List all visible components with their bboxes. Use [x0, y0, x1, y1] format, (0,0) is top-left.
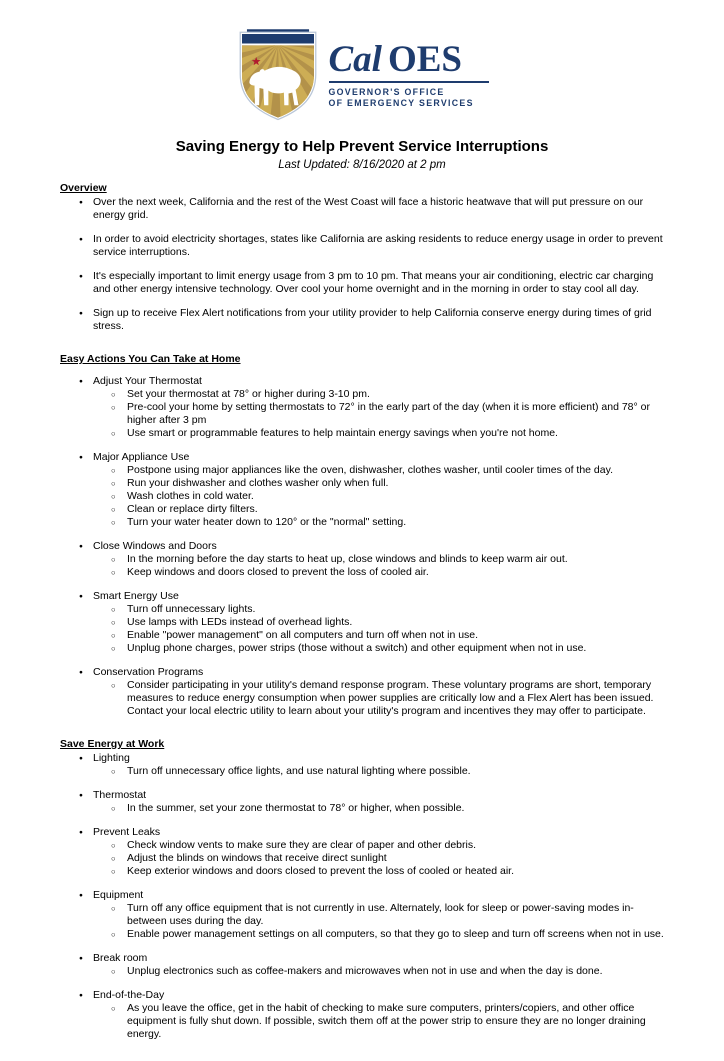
sub-bullet-item	[109, 503, 664, 516]
brand-name	[329, 41, 489, 79]
bullet-disc-marker: ●	[79, 593, 83, 600]
sub-bullet-text: Enable "power management" on all computers and turn off when not in use.	[127, 629, 479, 641]
bullet-disc-marker: ●	[79, 236, 83, 243]
bullet-disc-marker: ●	[79, 543, 83, 550]
sub-bullet-text: Unplug phone charges, power strips (those without a switch) and other equipment when not in use.	[127, 642, 587, 654]
cal-oes-logo	[60, 28, 664, 122]
bullet-disc-marker: ●	[79, 310, 83, 317]
bullet-text: Sign up to receive Flex Alert notifications from your utility provider to help California conserve energy during times of grid stress.	[93, 307, 652, 332]
brand-oes: OES	[387, 39, 463, 80]
bullet-item	[78, 989, 664, 1041]
sub-bullet-item	[109, 566, 664, 579]
cal-oes-shield-icon	[236, 28, 320, 122]
bullet-text: Close Windows and Doors	[93, 540, 217, 552]
bullet-body	[93, 270, 664, 296]
bullet-text: End-of-the-Day	[93, 989, 165, 1001]
bullet-disc-marker: ●	[79, 669, 83, 676]
bullet-text: Thermostat	[93, 789, 147, 801]
bullet-circle-marker: ○	[111, 967, 116, 976]
sub-bullet-item	[109, 516, 664, 529]
bullet-circle-marker: ○	[111, 854, 116, 863]
sub-bullet-item	[109, 679, 664, 718]
sub-bullet-text: Turn off unnecessary lights.	[127, 603, 256, 615]
sub-bullet-text: Keep exterior windows and doors closed to prevent the loss of cooled or heated air.	[127, 865, 514, 877]
bullet-circle-marker: ○	[111, 568, 116, 577]
sub-bullet-item	[109, 839, 664, 852]
document-sections	[60, 182, 664, 1041]
sub-bullet-item	[109, 965, 664, 978]
bullet-text: Break room	[93, 952, 148, 964]
bullet-text: Over the next week, California and the rest of the West Coast will face a historic heatwave that will put pressure on our energy grid.	[93, 196, 644, 221]
sub-bullet-text: Postpone using major appliances like the oven, dishwasher, clothes washer, until cooler times of the day.	[127, 464, 613, 476]
bullet-circle-marker: ○	[111, 492, 116, 501]
bullet-circle-marker: ○	[111, 403, 116, 412]
bullet-circle-marker: ○	[111, 644, 116, 653]
sub-bullet-text: Adjust the blinds on windows that receive direct sunlight	[127, 852, 387, 864]
bullet-disc-marker: ●	[79, 454, 83, 461]
sub-bullet-text: Pre-cool your home by setting thermostats to 72° in the early part of the day (when it is more efficient) and 78° or higher after 3 pm	[127, 401, 650, 426]
bullet-item	[78, 270, 664, 296]
bullet-body	[93, 789, 664, 815]
bullet-text: Conservation Programs	[93, 666, 204, 678]
bullet-item	[78, 752, 664, 778]
org-name-line2: OF EMERGENCY SERVICES	[328, 98, 474, 108]
sub-bullet-item	[109, 553, 664, 566]
bullet-body	[93, 826, 664, 878]
bullet-disc-marker: ●	[79, 992, 83, 999]
sub-bullet-text: Run your dishwasher and clothes washer only when full.	[127, 477, 389, 489]
sub-bullet-text: Clean or replace dirty filters.	[127, 503, 258, 515]
sub-bullet-item	[109, 1002, 664, 1041]
section-heading: Easy Actions You Can Take at Home	[60, 353, 241, 365]
sub-bullet-item	[109, 765, 664, 778]
bullet-item	[78, 889, 664, 941]
brand-cal: Cal	[328, 39, 382, 80]
sub-bullet-text: Turn your water heater down to 120° or the "normal" setting.	[127, 516, 407, 528]
bullet-disc-marker: ●	[79, 755, 83, 762]
bullet-circle-marker: ○	[111, 429, 116, 438]
bullet-circle-marker: ○	[111, 631, 116, 640]
sub-bullet-item	[109, 490, 664, 503]
bullet-item	[78, 952, 664, 978]
bullet-text: In order to avoid electricity shortages, states like California are asking residents to reduce energy usage in order to prevent service interruptions.	[93, 233, 663, 258]
sub-bullet-text: Turn off unnecessary office lights, and use natural lighting where possible.	[127, 765, 471, 777]
sub-bullet-text: Enable power management settings on all computers, so that they go to sleep and turn off screens when not in use.	[127, 928, 664, 940]
bullet-text: It's especially important to limit energy usage from 3 pm to 10 pm. That means your air conditioning, electric car charging and other energy intensive technology. Over cool your home overnight and in the morning in order to stay cool all day.	[93, 270, 654, 295]
bullet-body	[93, 752, 664, 778]
bullet-text: Prevent Leaks	[93, 826, 161, 838]
document-title: Saving Energy to Help Prevent Service Interruptions	[175, 138, 549, 155]
bullet-body	[93, 666, 664, 718]
bullet-disc-marker: ●	[79, 955, 83, 962]
bullet-circle-marker: ○	[111, 555, 116, 564]
last-updated: Last Updated: 8/16/2020 at 2 pm	[278, 159, 446, 171]
sub-bullet-text: Wash clothes in cold water.	[127, 490, 254, 502]
sub-bullet-item	[109, 427, 664, 440]
bullet-body	[93, 989, 664, 1041]
bullet-circle-marker: ○	[111, 479, 116, 488]
sub-bullet-item	[109, 401, 664, 427]
bullet-circle-marker: ○	[111, 681, 116, 690]
section-easy-actions-you-can-take-at-home	[60, 353, 664, 718]
sub-bullet-item	[109, 865, 664, 878]
sub-bullet-item	[109, 603, 664, 616]
bullet-text: Equipment	[93, 889, 144, 901]
bullet-item	[78, 826, 664, 878]
sub-bullet-item	[109, 642, 664, 655]
sub-bullet-item	[109, 928, 664, 941]
section-save-energy-at-work	[60, 738, 664, 1041]
bullet-item	[78, 451, 664, 529]
bullet-circle-marker: ○	[111, 841, 116, 850]
logo-wordmark	[329, 41, 489, 109]
sub-bullet-text: Unplug electronics such as coffee-makers and microwaves when not in use and when the day is done.	[127, 965, 603, 977]
bullet-circle-marker: ○	[111, 1004, 116, 1013]
bullet-disc-marker: ●	[79, 378, 83, 385]
section-heading: Overview	[60, 182, 107, 194]
bullet-body	[93, 540, 664, 579]
sub-bullet-text: As you leave the office, get in the habit of checking to make sure computers, printers/copiers, and other office equipment is fully shut down. If possible, switch them off at the power strip to ensure they are no longer draining energy.	[127, 1002, 646, 1040]
bullet-text: Smart Energy Use	[93, 590, 179, 602]
bullet-item	[78, 233, 664, 259]
bullet-item	[78, 375, 664, 440]
bullet-item	[78, 540, 664, 579]
sub-bullet-text: Set your thermostat at 78° or higher during 3-10 pm.	[127, 388, 370, 400]
bullet-body	[93, 590, 664, 655]
bullet-circle-marker: ○	[111, 804, 116, 813]
bullet-circle-marker: ○	[111, 390, 116, 399]
bullet-circle-marker: ○	[111, 618, 116, 627]
sub-bullet-item	[109, 477, 664, 490]
sub-bullet-item	[109, 902, 664, 928]
bullet-text: Adjust Your Thermostat	[93, 375, 202, 387]
bullet-circle-marker: ○	[111, 605, 116, 614]
sub-bullet-text: Check window vents to make sure they are clear of paper and other debris.	[127, 839, 477, 851]
section-overview	[60, 182, 664, 333]
section-heading: Save Energy at Work	[60, 738, 165, 750]
sub-bullet-item	[109, 616, 664, 629]
bullet-list	[60, 196, 664, 333]
bullet-circle-marker: ○	[111, 518, 116, 527]
bullet-text: Major Appliance Use	[93, 451, 190, 463]
bullet-list	[60, 752, 664, 1041]
sub-bullet-text: Use smart or programmable features to help maintain energy savings when you're not home.	[127, 427, 558, 439]
bullet-body	[93, 375, 664, 440]
bullet-text: Lighting	[93, 752, 130, 764]
org-name-line1: GOVERNOR'S OFFICE	[328, 87, 445, 97]
bullet-body	[93, 307, 664, 333]
bullet-item	[78, 789, 664, 815]
sub-bullet-item	[109, 388, 664, 401]
bullet-body	[93, 196, 664, 222]
bullet-list	[60, 375, 664, 718]
bullet-disc-marker: ●	[79, 829, 83, 836]
bullet-disc-marker: ●	[79, 273, 83, 280]
sub-bullet-text: Keep windows and doors closed to prevent the loss of cooled air.	[127, 566, 429, 578]
bullet-circle-marker: ○	[111, 930, 116, 939]
bullet-circle-marker: ○	[111, 466, 116, 475]
bullet-body	[93, 233, 664, 259]
bullet-item	[78, 196, 664, 222]
sub-bullet-item	[109, 852, 664, 865]
logo-divider	[329, 81, 489, 83]
sub-bullet-text: Turn off any office equipment that is not currently in use. Alternately, look for sleep or power-saving modes in-between uses during the day.	[127, 902, 634, 927]
bullet-disc-marker: ●	[79, 199, 83, 206]
bullet-body	[93, 889, 664, 941]
bullet-circle-marker: ○	[111, 867, 116, 876]
bullet-item	[78, 307, 664, 333]
sub-bullet-item	[109, 802, 664, 815]
bullet-item	[78, 590, 664, 655]
bullet-disc-marker: ●	[79, 792, 83, 799]
bullet-circle-marker: ○	[111, 904, 116, 913]
bullet-body	[93, 451, 664, 529]
bullet-body	[93, 952, 664, 978]
bullet-circle-marker: ○	[111, 767, 116, 776]
sub-bullet-text: In the morning before the day starts to heat up, close windows and blinds to keep warm air out.	[127, 553, 568, 565]
sub-bullet-text: Consider participating in your utility's demand response program. These voluntary programs are short, temporary measures to reduce energy consumption when power supplies are critically low and a Flex Alert has been issued. Contact your local electric utility to learn about your utility's program and incentives they may offer to participate.	[127, 679, 654, 717]
bullet-disc-marker: ●	[79, 892, 83, 899]
bullet-item	[78, 666, 664, 718]
bullet-circle-marker: ○	[111, 505, 116, 514]
sub-bullet-item	[109, 629, 664, 642]
sub-bullet-text: Use lamps with LEDs instead of overhead lights.	[127, 616, 353, 628]
sub-bullet-item	[109, 464, 664, 477]
sub-bullet-text: In the summer, set your zone thermostat to 78° or higher, when possible.	[127, 802, 465, 814]
